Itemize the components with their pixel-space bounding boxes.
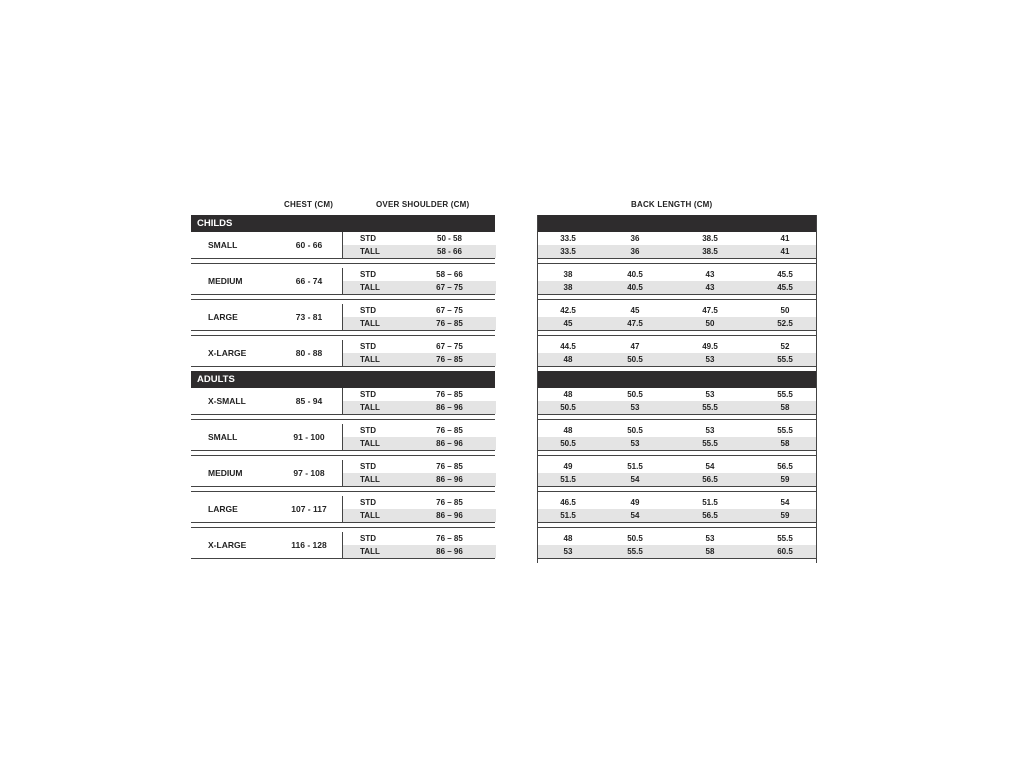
size-cell [191,496,342,522]
row-separator [191,558,495,563]
fit-label: TALL [360,439,380,448]
size-row [191,340,495,366]
chest-range: 107 - 117 [291,504,327,514]
size-name: SMALL [208,432,238,442]
size-name: X-LARGE [208,540,247,550]
fit-list [342,304,496,330]
back-length-value: 55.5 [777,426,793,435]
over-shoulder-value: 67 – 75 [436,342,463,351]
back-length-value: 56.5 [702,475,718,484]
back-length-row [538,509,816,522]
chest-range: 91 - 100 [293,432,325,442]
back-length-value: 53 [630,439,640,448]
fit-label: TALL [360,355,380,364]
fit-list [342,496,496,522]
fit-label: TALL [360,403,380,412]
back-length-row [538,304,816,317]
fit-row [343,473,496,486]
fit-row [343,437,496,450]
back-length-value: 55.5 [702,439,718,448]
back-length-header: BACK LENGTH (CM) [631,200,713,209]
back-length-value: 52 [780,342,790,351]
over-shoulder-value: 86 – 96 [436,403,463,412]
back-length-value: 50.5 [627,355,643,364]
back-length-value: 49.5 [702,342,718,351]
back-length-row [538,232,816,245]
size-cell [191,340,342,366]
size-table-left [191,215,495,563]
back-length-value: 36 [630,234,640,243]
fit-label: STD [360,342,376,351]
size-row [191,388,495,414]
back-length-value: 40.5 [627,270,643,279]
back-length-value: 38 [563,283,573,292]
section-header-bar [538,371,816,388]
size-row [191,532,495,558]
fit-row [343,509,496,522]
back-length-value: 56.5 [777,462,793,471]
back-length-value: 49 [563,462,573,471]
section-header-bar [538,215,816,232]
back-length-value: 54 [630,475,640,484]
over-shoulder-value: 58 – 66 [436,270,463,279]
size-cell [191,460,342,486]
fit-label: STD [360,390,376,399]
back-length-value: 53 [563,547,573,556]
back-length-value: 50.5 [627,426,643,435]
chest-range: 73 - 81 [295,312,323,322]
fit-list [342,268,496,294]
fit-list [342,340,496,366]
size-row [191,496,495,522]
back-length-value: 47.5 [627,319,643,328]
fit-list [342,424,496,450]
over-shoulder-value: 67 – 75 [436,306,463,315]
back-length-value: 40.5 [627,283,643,292]
size-name: SMALL [208,240,238,250]
over-shoulder-value: 76 – 85 [436,355,463,364]
over-shoulder-value: 67 – 75 [436,283,463,292]
over-shoulder-value: 86 – 96 [436,547,463,556]
chest-range: 97 - 108 [293,468,325,478]
fit-label: TALL [360,247,380,256]
back-length-value: 33.5 [560,247,576,256]
back-length-value: 49 [630,498,640,507]
back-length-value: 38.5 [702,234,718,243]
back-length-value: 45 [563,319,573,328]
back-length-value: 50 [780,306,790,315]
chest-header: CHEST (CM) [284,200,334,209]
fit-list [342,232,496,258]
back-length-value: 51.5 [627,462,643,471]
back-length-value: 45.5 [777,270,793,279]
fit-row [343,545,496,558]
over-shoulder-value: 76 – 85 [436,462,463,471]
over-shoulder-value: 86 – 96 [436,475,463,484]
back-length-value: 47 [630,342,640,351]
back-length-value: 45 [630,306,640,315]
fit-list [342,460,496,486]
back-length-value: 60.5 [777,547,793,556]
over-shoulder-value: 86 – 96 [436,439,463,448]
size-row [191,232,495,258]
back-length-value: 54 [630,511,640,520]
back-length-row [538,353,816,366]
fit-row [343,340,496,353]
fit-label: STD [360,234,376,243]
fit-row [343,245,496,258]
back-length-value: 51.5 [702,498,718,507]
back-length-value: 47.5 [702,306,718,315]
back-length-value: 45.5 [777,283,793,292]
size-row [191,304,495,330]
size-cell [191,424,342,450]
back-length-value: 50.5 [627,534,643,543]
back-length-value: 46.5 [560,498,576,507]
back-length-value: 55.5 [627,547,643,556]
size-cell [191,268,342,294]
back-length-value: 36 [630,247,640,256]
fit-label: TALL [360,547,380,556]
fit-row [343,232,496,245]
fit-row [343,317,496,330]
row-separator [538,558,816,563]
back-length-value: 59 [780,511,790,520]
back-length-value: 59 [780,475,790,484]
back-length-value: 56.5 [702,511,718,520]
fit-list [342,532,496,558]
back-length-row [538,281,816,294]
back-length-table [537,215,817,563]
back-length-value: 53 [705,426,715,435]
back-length-value: 55.5 [777,534,793,543]
back-length-row [538,496,816,509]
back-length-value: 53 [705,355,715,364]
size-name: MEDIUM [208,276,243,286]
back-length-value: 50.5 [627,390,643,399]
chest-range: 60 - 66 [295,240,323,250]
over-shoulder-value: 76 – 85 [436,426,463,435]
fit-label: STD [360,270,376,279]
fit-row [343,304,496,317]
back-length-row [538,437,816,450]
size-row [191,268,495,294]
back-length-value: 42.5 [560,306,576,315]
back-length-row [538,424,816,437]
size-name: LARGE [208,504,238,514]
section-header-childs: CHILDS [191,215,495,232]
back-length-value: 48 [563,534,573,543]
fit-row [343,388,496,401]
over-shoulder-value: 50 - 58 [437,234,462,243]
size-cell [191,232,342,258]
back-length-value: 38 [563,270,573,279]
fit-label: STD [360,426,376,435]
size-name: LARGE [208,312,238,322]
chest-range: 116 - 128 [291,540,327,550]
over-shoulder-value: 76 – 85 [436,498,463,507]
back-length-row [538,317,816,330]
over-shoulder-value: 76 – 85 [436,390,463,399]
back-length-value: 52.5 [777,319,793,328]
back-length-value: 43 [705,283,715,292]
back-length-value: 54 [705,462,715,471]
size-cell [191,388,342,414]
back-length-value: 48 [563,426,573,435]
fit-label: TALL [360,283,380,292]
fit-row [343,460,496,473]
fit-row [343,281,496,294]
size-name: X-SMALL [208,396,246,406]
size-row [191,460,495,486]
back-length-value: 58 [780,403,790,412]
over-shoulder-header: OVER SHOULDER (CM) [376,200,470,209]
back-length-value: 41 [780,234,790,243]
back-length-value: 53 [705,534,715,543]
back-length-value: 51.5 [560,475,576,484]
fit-label: TALL [360,475,380,484]
fit-label: STD [360,462,376,471]
back-length-value: 48 [563,355,573,364]
size-row [191,424,495,450]
back-length-value: 55.5 [777,390,793,399]
back-length-row [538,245,816,258]
fit-row [343,496,496,509]
back-length-value: 53 [705,390,715,399]
fit-row [343,268,496,281]
chest-range: 85 - 94 [295,396,323,406]
fit-label: STD [360,498,376,507]
back-length-value: 58 [780,439,790,448]
back-length-value: 58 [705,547,715,556]
over-shoulder-value: 86 – 96 [436,511,463,520]
fit-list [342,388,496,414]
back-length-value: 33.5 [560,234,576,243]
back-length-row [538,340,816,353]
fit-row [343,532,496,545]
back-length-row [538,268,816,281]
back-length-row [538,545,816,558]
back-length-value: 54 [780,498,790,507]
back-length-value: 50.5 [560,439,576,448]
back-length-value: 50 [705,319,715,328]
fit-label: TALL [360,511,380,520]
back-length-row [538,460,816,473]
chest-range: 66 - 74 [295,276,323,286]
fit-label: STD [360,306,376,315]
over-shoulder-value: 76 – 85 [436,319,463,328]
fit-row [343,401,496,414]
back-length-value: 48 [563,390,573,399]
size-name: X-LARGE [208,348,247,358]
size-cell [191,304,342,330]
section-header-adults: ADULTS [191,371,495,388]
size-name: MEDIUM [208,468,243,478]
back-length-value: 53 [630,403,640,412]
fit-row [343,424,496,437]
fit-label: STD [360,534,376,543]
back-length-row [538,401,816,414]
back-length-value: 41 [780,247,790,256]
over-shoulder-value: 76 – 85 [436,534,463,543]
chest-range: 80 - 88 [295,348,323,358]
back-length-value: 55.5 [777,355,793,364]
back-length-value: 51.5 [560,511,576,520]
fit-label: TALL [360,319,380,328]
back-length-row [538,388,816,401]
back-length-row [538,532,816,545]
over-shoulder-value: 58 - 66 [437,247,462,256]
back-length-row [538,473,816,486]
back-length-value: 43 [705,270,715,279]
back-length-value: 50.5 [560,403,576,412]
back-length-value: 55.5 [702,403,718,412]
size-cell [191,532,342,558]
back-length-value: 38.5 [702,247,718,256]
back-length-value: 44.5 [560,342,576,351]
fit-row [343,353,496,366]
